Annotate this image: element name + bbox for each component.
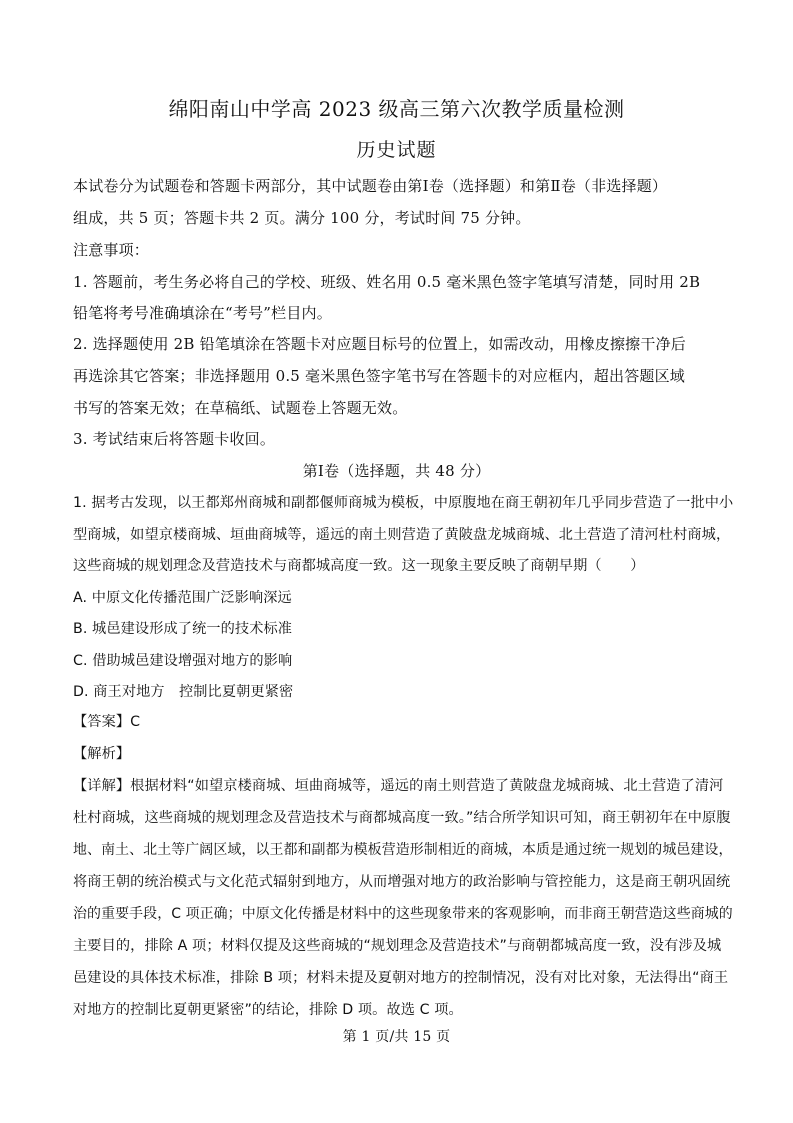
intro-line: 本试卷分为试题卷和答题卡两部分，其中试题卷由第Ⅰ卷（选择题）和第Ⅱ卷（非选择题） xyxy=(73,177,668,195)
notice-item-1-cont: 铅笔将考号准确填涂在“考号”栏目内。 xyxy=(73,304,332,322)
notice-item-2-cont: 书写的答案无效；在草稿纸、试题卷上答题无效。 xyxy=(73,399,408,417)
analysis-detail: 对地方的控制比夏朝更紧密”的结论，排除 D 项。故选 C 项。 xyxy=(73,1002,463,1018)
question-stem: 型商城，如望京楼商城、垣曲商城等，遥远的南土则营造了黄陂盘龙城商城、北土营造了清河杜村商城， xyxy=(73,527,731,543)
option-b: B. 城邑建设形成了统一的技术标准 xyxy=(73,621,293,637)
option-a: A. 中原文化传播范围广泛影响深远 xyxy=(73,590,292,606)
analysis-detail: 邑建设的具体技术标准，排除 B 项；材料未提及夏朝对地方的控制情况，没有对比对象，无法得出“商王 xyxy=(73,970,729,986)
notice-item-3: 3. 考试结束后将答题卡收回。 xyxy=(73,430,276,448)
option-d: D. 商王对地方 控制比夏朝更紧密 xyxy=(73,684,294,700)
page-number: 第 1 页/共 15 页 xyxy=(342,1029,451,1045)
option-c: C. 借助城邑建设增强对地方的影响 xyxy=(73,653,293,669)
notice-item-2: 2. 选择题使用 2B 铅笔填涂在答题卡对应题目标号的位置上，如需改动，用橡皮擦擦干净后 xyxy=(73,335,686,353)
analysis-detail: 地、南土、北土等广阔区域，以王都和副都为模板营造形制相近的商城，本质是通过统一规划的城邑建设， xyxy=(73,842,733,858)
analysis-detail: 杜村商城，这些商城的规划理念及营造技术与商都城高度一致。”结合所学知识可知，商王朝初年在中原腹 xyxy=(73,810,731,826)
answer: 【答案】C xyxy=(73,714,141,730)
analysis-label: 【解析】 xyxy=(73,746,131,762)
document-title: 绵阳南山中学高 2023 级高三第六次教学质量检测 xyxy=(168,97,625,121)
section-title: 第Ⅰ卷（选择题，共 48 分） xyxy=(302,462,491,480)
analysis-detail: 治的重要手段，C 项正确；中原文化传播是材料中的这些现象带来的客观影响，而非商王朝营造这些商城的 xyxy=(73,906,733,922)
notice-item-2-cont: 再选涂其它答案；非选择题用 0.5 毫米黑色签字笔书写在答题卡的对应框内，超出答题区域 xyxy=(73,367,685,385)
notice-label: 注意事项： xyxy=(73,241,150,259)
question-stem: 这些商城的规划理念及营造技术与商都城高度一致。这一现象主要反映了商朝早期（ ） xyxy=(73,558,645,574)
question-stem: 1. 据考古发现，以王都郑州商城和副都偃师商城为模板，中原腹地在商王朝初年几乎同步营造了一批中小 xyxy=(73,495,734,511)
analysis-detail: 主要目的，排除 A 项；材料仅提及这些商城的“规划理念及营造技术”与商朝都城高度一致，没有涉及城 xyxy=(73,938,722,954)
intro-line: 组成，共 5 页；答题卡共 2 页。满分 100 分，考试时间 75 分钟。 xyxy=(73,209,531,227)
notice-item-1: 1. 答题前，考生务必将自己的学校、班级、姓名用 0.5 毫米黑色签字笔填写清楚，同时用 2B xyxy=(73,273,701,291)
analysis-detail: 【详解】根据材料“如望京楼商城、垣曲商城等，遥远的南土则营造了黄陂盘龙城商城、北土营造了清河 xyxy=(73,778,724,794)
analysis-detail: 将商王朝的统治模式与文化范式辐射到地方，从而增强对地方的政治影响与管控能力，这是商王朝巩固统 xyxy=(73,874,731,890)
document-subtitle: 历史试题 xyxy=(356,139,437,161)
